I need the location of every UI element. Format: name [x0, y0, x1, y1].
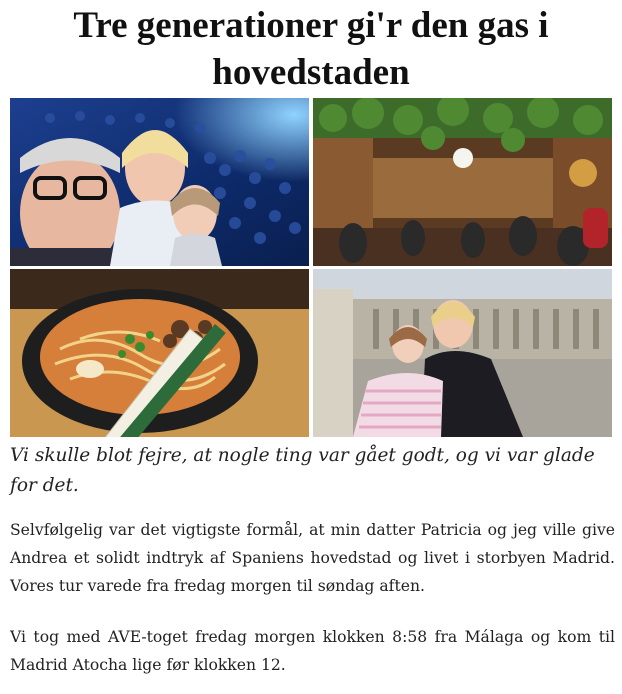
concert-selfie-image [10, 98, 309, 266]
noodle-soup-image [10, 269, 309, 437]
article-title: Tre generationer gi'r den gas i hovedstaden [73, 5, 549, 93]
photo-noodle-soup[interactable] [10, 269, 309, 437]
body-paragraph: Selvfølgelig var det vigtigste formål, at min datter Patricia og jeg ville give Andrea et solidt indtryk af Spaniens hovedstad og livet i storbyen Madrid. Vores tur varede fra fredag morgen til søndag aften. [10, 521, 615, 595]
plaza-portrait-image [313, 269, 612, 437]
photo-restaurant[interactable] [313, 98, 612, 266]
restaurant-image [313, 98, 612, 266]
body-paragraph: Vi tog med AVE-toget fredag morgen klokken 8:58 fra Málaga og kom til Madrid Atocha lige før klokken 12. [10, 628, 615, 674]
photo-concert-selfie[interactable] [10, 98, 309, 266]
photo-collage [10, 98, 612, 437]
photo-plaza-portrait[interactable] [313, 269, 612, 437]
photo-caption: Vi skulle blot fejre, at nogle ting var gået godt, og vi var glade for det. [10, 445, 595, 496]
